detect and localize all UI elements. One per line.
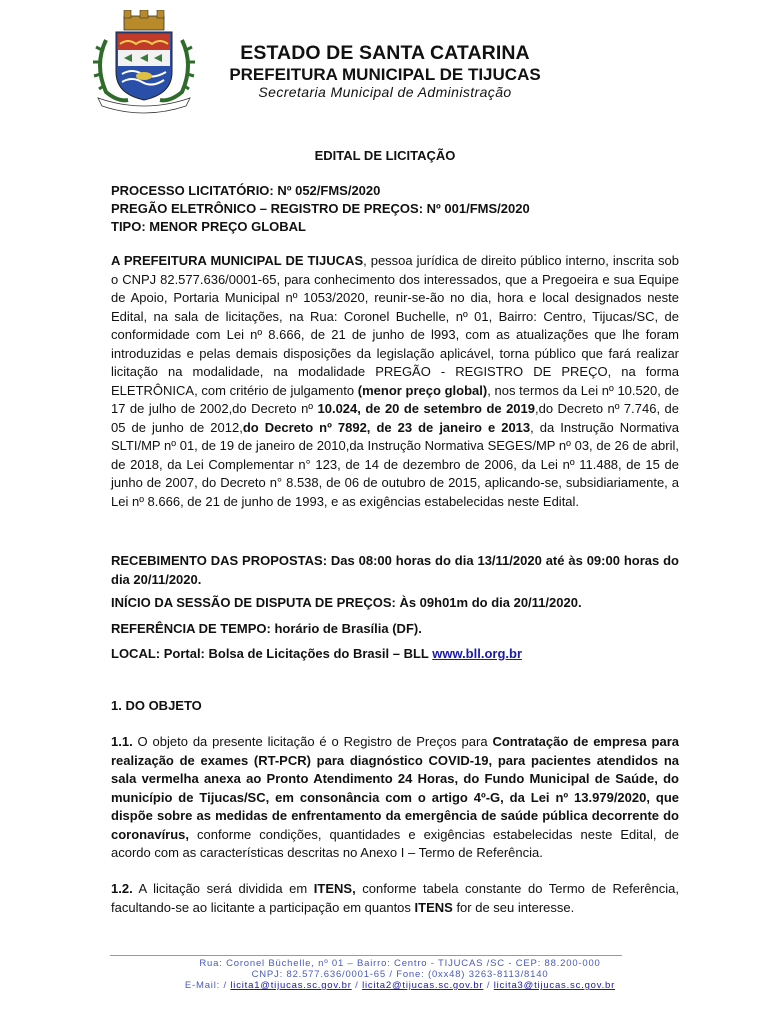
item-1-1-number: 1.1.	[111, 734, 133, 749]
footer-email-label: E-Mail: /	[184, 980, 231, 991]
item-1-1-text-a: O objeto da presente licitação é o Registro de Preços para	[132, 734, 493, 749]
footer-cnpj-phone: CNPJ: 82.577.636/0001-65 / Fone: (0xx48) 3263-8113/8140	[251, 969, 549, 980]
item-1-2-itens-1: ITENS,	[313, 881, 356, 896]
header-state-title: ESTADO DE SANTA CATARINA	[240, 42, 530, 64]
tipo-line: TIPO: MENOR PREÇO GLOBAL	[111, 219, 306, 234]
document-title: EDITAL DE LICITAÇÃO	[314, 148, 456, 163]
intro-text-4: , da Instrução Normativa SLTI/MP nº 01, de 19 de janeiro de 2010,da Instrução Normativa SEGES/MP nº 03, de 26 de abril, de 2018, da Lei Complementar n° 123, de 14 de dezembro de 2006, da Lei nº 11.488, de 15 de junho de 2007, do Decreto n° 8.538, de 06 de outubro de 2015, aplicando-se, subsidiariamente, a Lei nº 8.666, de 21 de junho de 1993, e as exigências estabelecidas neste Edital.	[111, 419, 679, 509]
footer-divider	[110, 955, 622, 956]
intro-paragraph	[111, 252, 679, 511]
intro-text-1: , pessoa jurídica de direito público interno, inscrita sob o CNPJ 82.577.636/0001-65, para conhecimento dos interessados, que a Pregoeira e sua Equipe de Apoio, Portaria Municipal nº 1053/2020, reunir-se-ão no dia, hora e local designados neste Edital, na sala de licitações, na Rua: Coronel Buchelle, nº 01, Bairro: Centro, Tijucas/SC, de conformidade com Lei nº 8.666, de 21 de junho de l993, com as atualizações que lhe foram introduzidas e pelas demais disposições da legislação aplicável, torna público que fará realizar licitação na modalidade, na modalidade PREGÃO - REGISTRO DE PREÇO, na forma ELETRÔNICA, com critério de julgamento	[111, 253, 679, 398]
footer-email-1-link[interactable]: licita1@tijucas.sc.gov.br	[230, 980, 352, 991]
local-line	[111, 645, 679, 664]
item-1-2-text-a: A licitação será dividida em	[132, 881, 314, 896]
intro-prefeitura-name: A PREFEITURA MUNICIPAL DE TIJUCAS	[111, 253, 364, 268]
item-1-2-number: 1.2.	[111, 881, 133, 896]
pregao-eletronico-line: PREGÃO ELETRÔNICO – REGISTRO DE PREÇOS: Nº 001/FMS/2020	[111, 201, 530, 216]
footer-email-sep-2: /	[483, 980, 494, 991]
footer-email-sep-1: /	[351, 980, 363, 991]
processo-licitatorio-line: PROCESSO LICITATÓRIO: Nº 052/FMS/2020	[111, 183, 381, 198]
footer-email-3-link[interactable]: licita3@tijucas.sc.gov.br	[493, 980, 616, 991]
intro-text-3: ,do Decreto nº 7.746, de 05 de junho de 2012,	[111, 401, 679, 435]
header-prefeitura-title: PREFEITURA MUNICIPAL DE TIJUCAS	[229, 65, 541, 84]
item-1-1-text-bold: Contratação de empresa para realização de exames (RT-PCR) para diagnóstico COVID-19, para pacientes atendidos na sala vermelha anexa ao Pronto Atendimento 24 Horas, do Fundo Municipal de Saúde, do município de Tijucas/SC, em consonância com o artigo 4º-G, da Lei nº 13.979/2020, que dispõe sobre as medidas de enfrentamento da emergência de saúde pública decorrente do coronavírus,	[111, 734, 679, 842]
item-1-2-text-e: for de seu interesse.	[452, 899, 575, 915]
intro-criterio: (menor preço global)	[357, 382, 488, 398]
footer-emails	[110, 980, 690, 991]
inicio-sessao: INÍCIO DA SESSÃO DE DISPUTA DE PREÇOS: Às 09h01m do dia 20/11/2020.	[111, 595, 582, 610]
intro-text-2: , nos termos da Lei nº 10.520, de 17 de julho de 2002,do Decreto nº	[111, 382, 679, 416]
item-1-2-itens-2: ITENS	[414, 899, 453, 915]
header-secretaria-subtitle: Secretaria Municipal de Administração	[258, 84, 512, 100]
bll-link[interactable]: www.bll.org.br	[432, 646, 523, 661]
footer-address: Rua: Coronel Büchelle, nº 01 – Bairro: Centro - TIJUCAS /SC - CEP: 88.200-000	[199, 958, 601, 969]
item-1-2-text-c: conforme tabela constante do Termo de Referência, facultando-se ao licitante a participação em quantos	[111, 881, 679, 915]
section-objeto-heading: 1. DO OBJETO	[111, 698, 202, 713]
intro-decreto-7892: do Decreto nº 7892, de 23 de janeiro e 2013	[242, 419, 531, 435]
footer-email-2-link[interactable]: licita2@tijucas.sc.gov.br	[362, 980, 484, 991]
municipal-coat-of-arms-logo	[88, 10, 200, 114]
local-label: LOCAL: Portal: Bolsa de Licitações do Brasil – BLL	[111, 646, 433, 661]
objeto-item-1-2	[111, 880, 679, 917]
referencia-tempo: REFERÊNCIA DE TEMPO: horário de Brasília (DF).	[111, 621, 422, 636]
objeto-item-1-1	[111, 733, 679, 863]
intro-decreto-10024: 10.024, de 20 de setembro de 2019	[317, 401, 535, 416]
recebimento-propostas: RECEBIMENTO DAS PROPOSTAS: Das 08:00 horas do dia 13/11/2020 até às 09:00 horas do dia 20/11/2020.	[111, 553, 679, 587]
item-1-1-text-c: conforme condições, quantidades e exigências estabelecidas neste Edital, de acordo com as características descritas no Anexo I – Termo de Referência.	[111, 826, 679, 860]
